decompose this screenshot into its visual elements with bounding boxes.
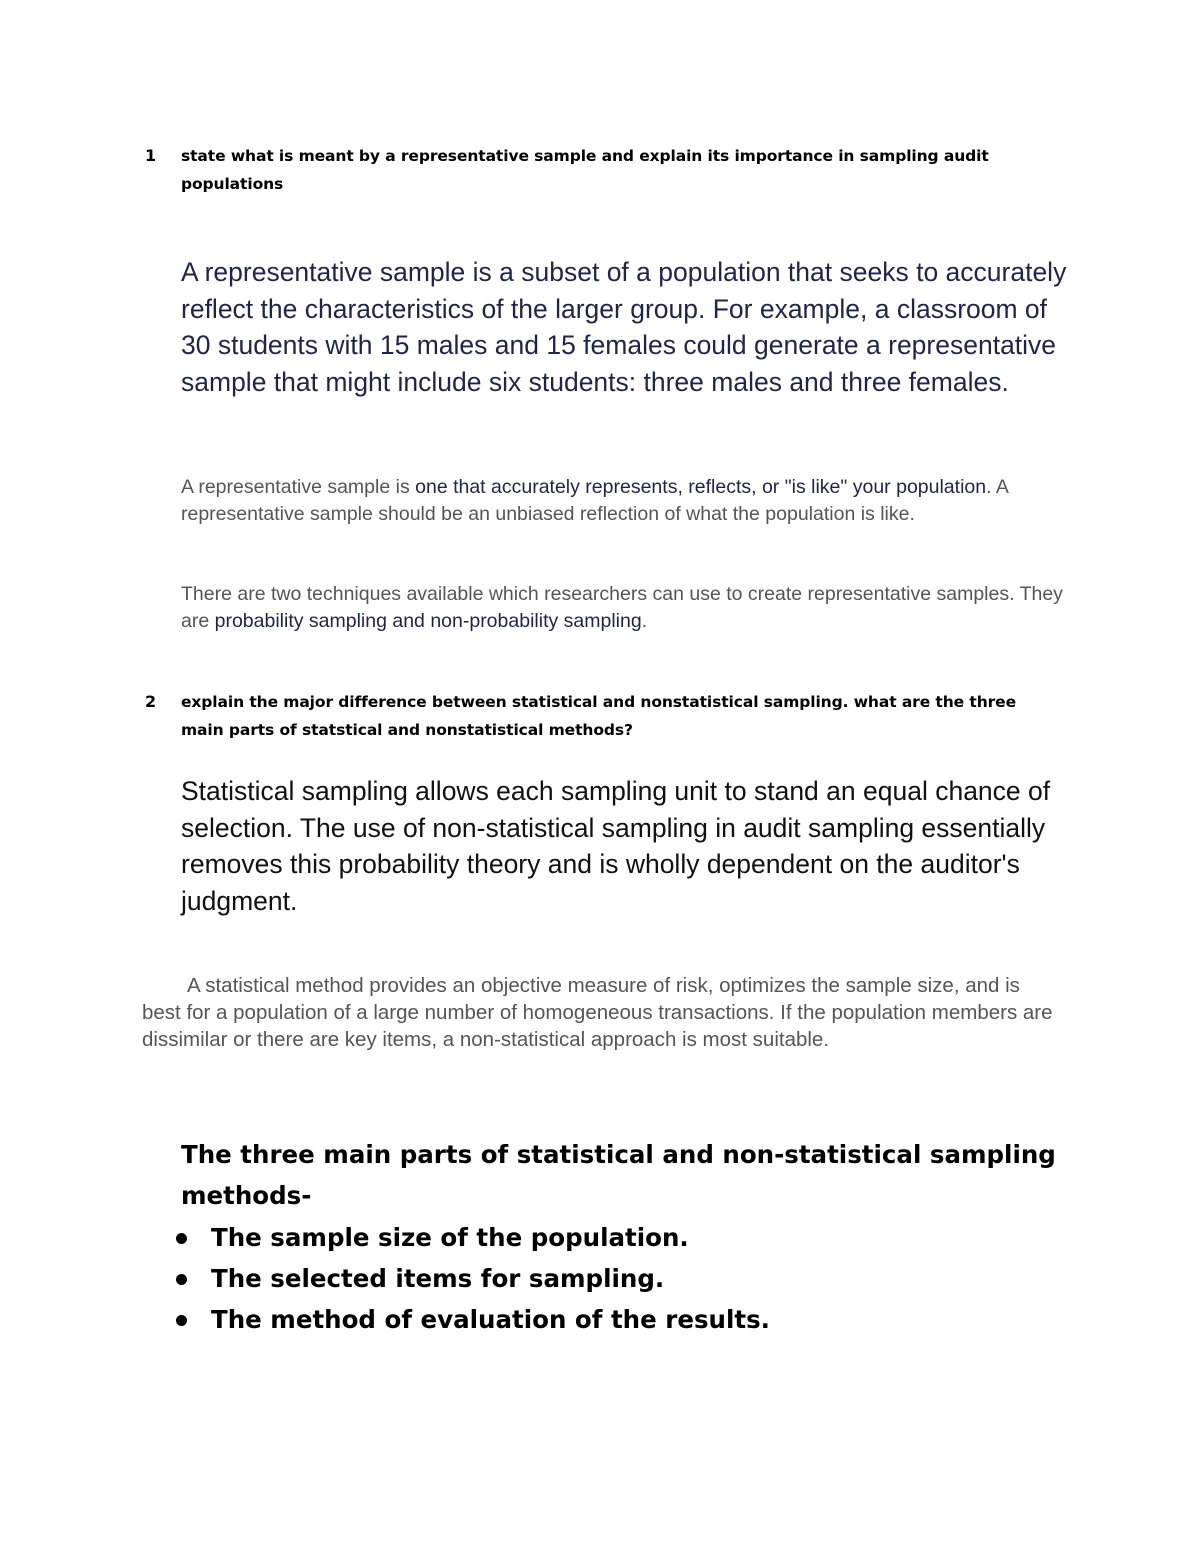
bullet-icon: [176, 1233, 187, 1244]
question-1-text: state what is meant by a representative sample and explain its importance in sampling audit populations: [181, 147, 989, 193]
techniques-highlight: probability sampling and non-probability sampling: [214, 610, 642, 632]
question-1-techniques: [181, 581, 1071, 635]
list-item: [176, 1258, 770, 1299]
question-2-text: explain the major difference between statistical and nonstatistical sampling. what are the three main parts of statstical and nonstatistical methods?: [181, 693, 1016, 739]
question-2-number: 2: [145, 692, 157, 711]
question-1-definition: [181, 474, 1071, 528]
bullet-icon: [176, 1315, 187, 1326]
techniques-suffix: .: [641, 610, 648, 632]
parts-heading: The three main parts of statistical and non-statistical sampling methods-: [181, 1140, 1056, 1210]
techniques-prefix: There are two techniques available which researchers can use to create representative samples. They are: [181, 583, 1063, 632]
definition-suffix: . A representative sample should be an unbiased reflection of what the population is like.: [181, 476, 1008, 525]
bullet-icon: [176, 1274, 187, 1285]
list-item: [176, 1217, 770, 1258]
list-item-text: The sample size of the population.: [211, 1223, 689, 1252]
list-item-text: The selected items for sampling.: [211, 1264, 665, 1293]
list-item: [176, 1299, 770, 1340]
question-1-number: 1: [145, 146, 157, 165]
definition-highlight: one that accurately represents, reflects, or "is like" your population: [415, 476, 987, 498]
question-2-method-text: A statistical method provides an objective measure of risk, optimizes the sample size, and is best for a population of a large number of homogeneous transactions. If the population members are dissimilar or there are key items, a non-statistical approach is most suitable.: [142, 974, 1053, 1051]
parts-list: [176, 1217, 770, 1340]
question-1-answer-main: A representative sample is a subset of a population that seeks to accurately reflect the characteristics of the larger group. For example, a classroom of 30 students with 15 males and 15 females could generate a representative sample that might include six students: three males and three females.: [181, 257, 1067, 397]
definition-prefix: A representative sample is: [181, 476, 416, 498]
question-2-answer-main: Statistical sampling allows each sampling unit to stand an equal chance of selection. The use of non-statistical sampling in audit sampling essentially removes this probability theory and is wholly dependent on the auditor's judgment.: [181, 776, 1051, 916]
list-item-text: The method of evaluation of the results.: [211, 1305, 770, 1334]
